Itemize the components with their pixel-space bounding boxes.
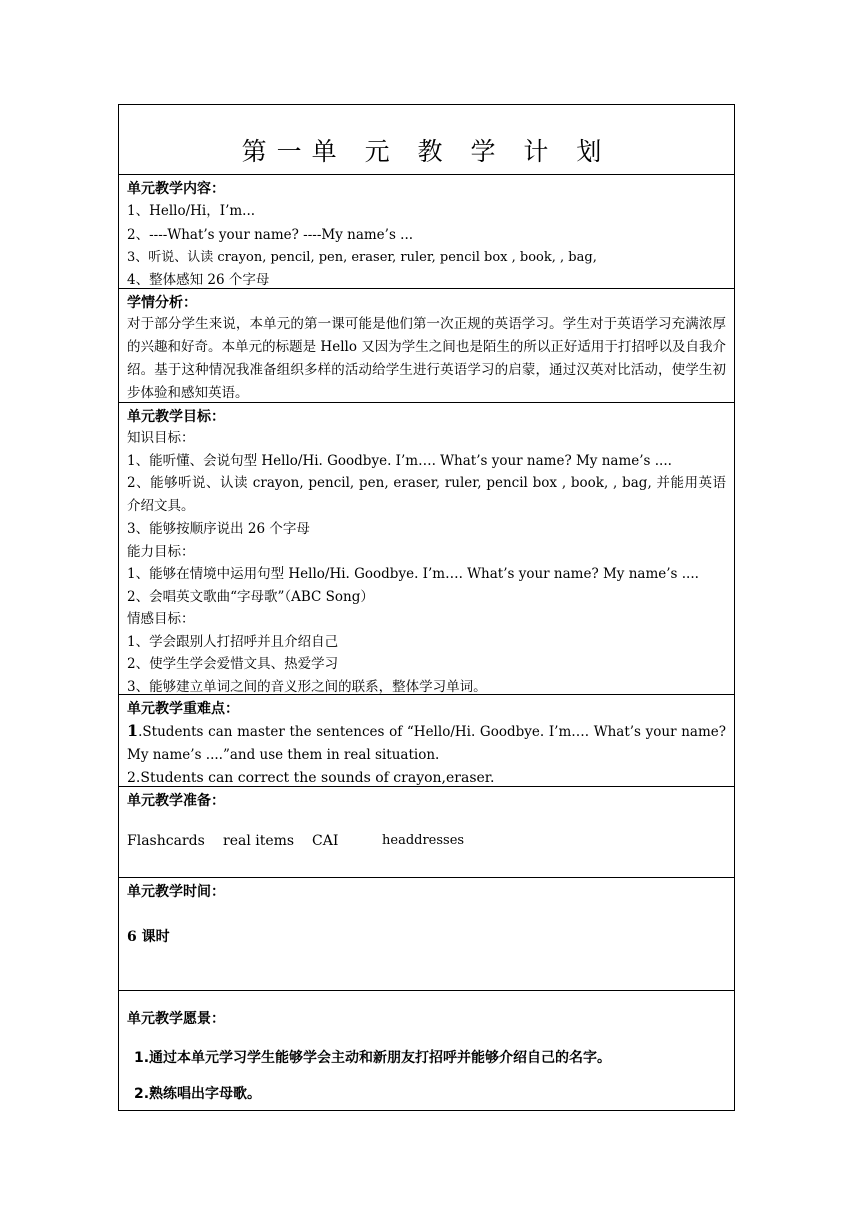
goal-line: 2、使学生学会爱惜文具、热爱学习 [127,656,339,672]
keypoint-1-number: 1 [127,721,139,740]
title-row [119,105,734,174]
prep-heading: 单元教学准备： [127,793,225,809]
goal-line: 能力目标： [127,543,195,560]
page-title: 第一单 元 教 学 计 划 [241,137,612,166]
vision-heading: 单元教学愿景： [127,1011,225,1027]
section-prep [119,786,734,877]
section-keypoints [119,694,734,786]
section-vision [119,990,734,1110]
goal-line: 3、能够建立单词之间的音义形之间的联系，整体学习单词。 [127,678,487,695]
goal-line: 2、能够听说、认读 crayon, pencil, pen, eraser, ruler, pencil box , book, , bag, 并能用英语介绍文具。 [127,475,726,514]
section-time [119,877,734,990]
goal-line: 情感目标： [127,611,195,627]
time-value: 6 课时 [127,929,170,945]
keypoint-1 [127,719,726,767]
goals-heading: 单元教学目标： [127,409,225,425]
vision-item: 2.熟练唱出字母歌。 [134,1086,262,1102]
prep-item: headdresses [382,833,465,848]
section-goals [119,402,734,694]
goal-line: 1、能够在情境中运用句型 Hello/Hi. Goodbye. I’m…. What’s your name? My name’s .... [127,566,699,582]
section-content [119,174,734,288]
content-heading: 单元教学内容： [127,181,225,197]
keypoint-2: 2.Students can correct the sounds of crayon,eraser. [127,770,495,786]
keypoints-heading: 单元教学重难点： [127,701,239,717]
goal-line: 1、能听懂、会说句型 Hello/Hi. Goodbye. I’m…. What’s your name? My name’s .... [127,452,672,469]
goal-line: 知识目标： [127,430,195,446]
prep-item: CAI [312,833,339,849]
analysis-heading: 学情分析： [127,295,197,311]
content-item: 4、整体感知 26 个字母 [127,272,270,288]
goal-line: 3、能够按顺序说出 26 个字母 [127,521,310,537]
keypoint-1-text: .Students can master the sentences of “Hello/Hi. Goodbye. I’m…. What’s your name? My name’s ....”and use them in real situation. [127,724,726,763]
analysis-text: 对于部分学生来说，本单元的第一课可能是他们第一次正规的英语学习。学生对于英语学习充满浓厚的兴趣和好奇。本单元的标题是 Hello 又因为学生之间也是陌生的所以正好适用于打招呼以及自我介绍。基于这种情况我准备组织多样的活动给学生进行英语学习的启蒙，通过汉英对比活动，使学生初步体验和感知英语。 [127,316,726,401]
prep-item: Flashcards [127,833,205,849]
lesson-plan-table [118,104,735,1111]
section-analysis [119,288,734,402]
goal-line: 2、会唱英文歌曲“字母歌”（ABC Song） [127,588,374,605]
goal-line: 1、学会跟别人打招呼并且介绍自己 [127,633,339,650]
content-item: 3、听说、认读 crayon, pencil, pen, eraser, ruler, pencil box , book, , bag, [127,250,597,265]
vision-item: 1.通过本单元学习学生能够学会主动和新朋友打招呼并能够介绍自己的名字。 [134,1050,612,1066]
content-item: 2、----What’s your name? ----My name’s ... [127,227,414,243]
prep-item: real items [223,833,295,849]
time-heading: 单元教学时间： [127,884,225,900]
prep-items [127,833,726,849]
content-item: 1、Hello/Hi，I’m... [127,203,256,219]
